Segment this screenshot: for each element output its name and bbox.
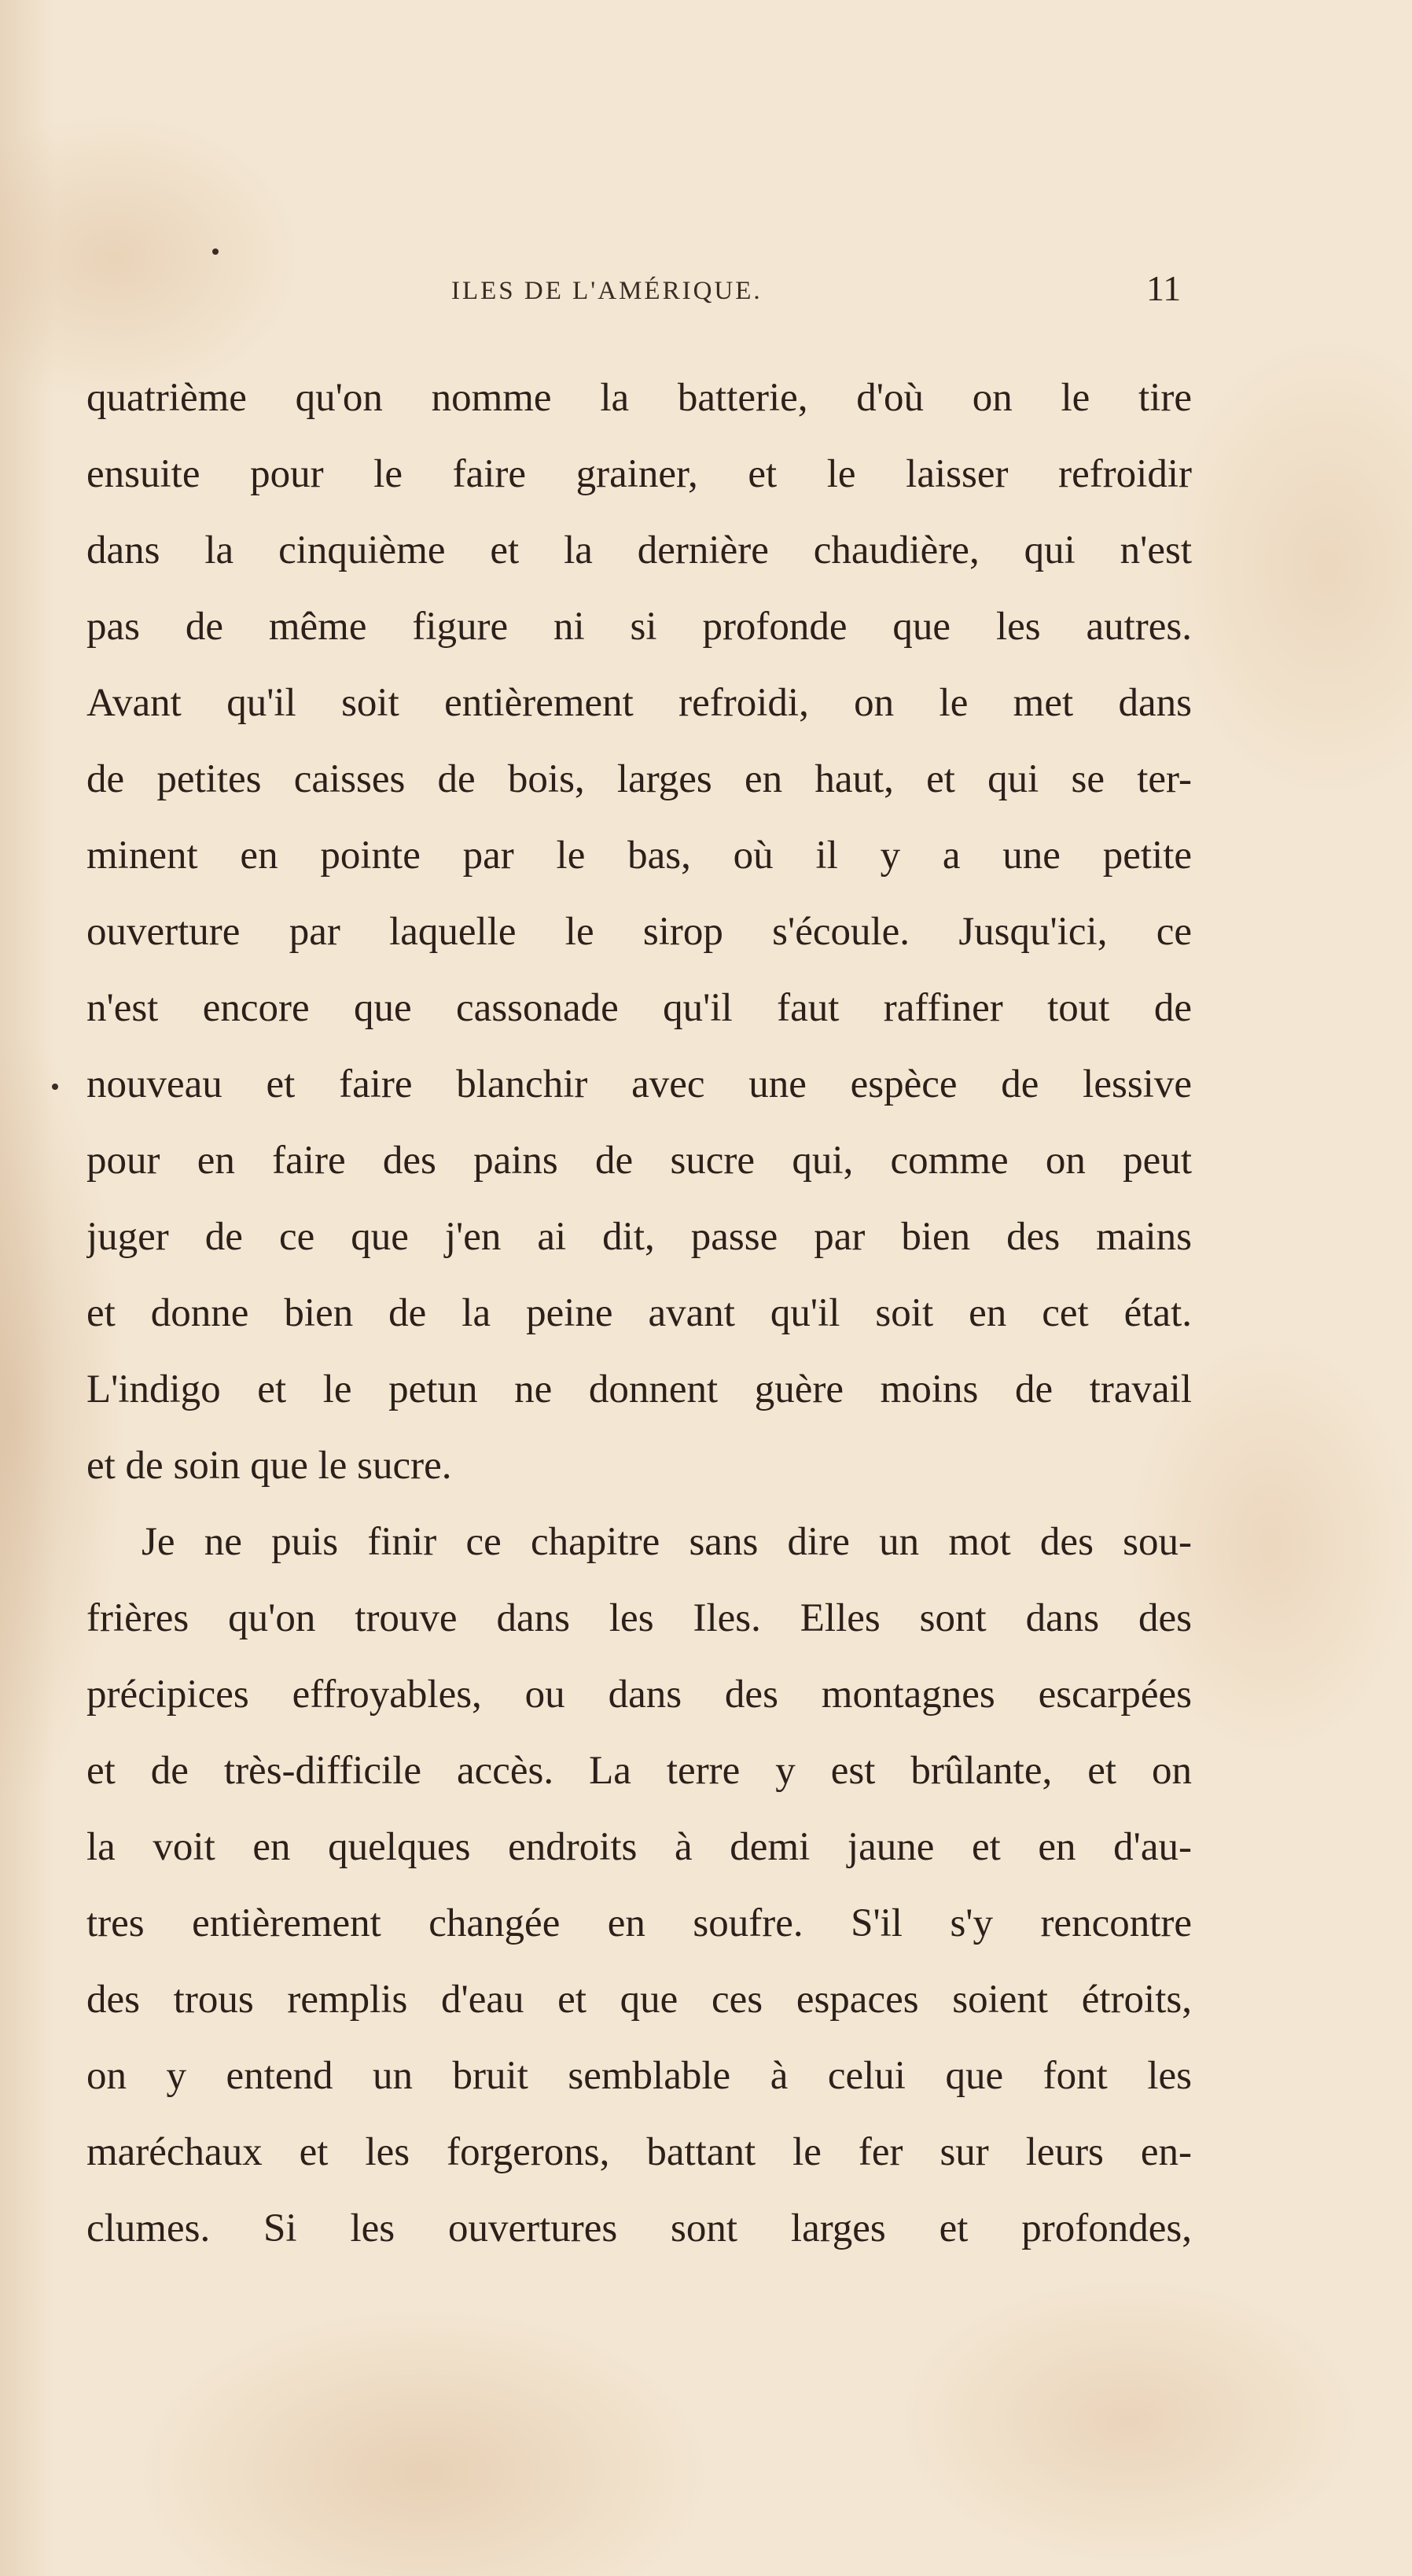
- ink-speck: [212, 248, 219, 255]
- text-line: nouveau et faire blanchir avec une espèce de lessive: [86, 1062, 1192, 1106]
- text-line: ouverture par laquelle le sirop s'écoule. Jusqu'ici, ce: [86, 910, 1192, 954]
- text-line: n'est encore que cassonade qu'il faut raffiner tout de: [86, 986, 1192, 1030]
- text-line: tres entièrement changée en soufre. S'il s'y rencontre: [86, 1901, 1192, 1945]
- text-line: ensuite pour le faire grainer, et le laisser refroidir: [86, 452, 1192, 496]
- text-line: précipices effroyables, ou dans des montagnes escarpées: [86, 1673, 1192, 1717]
- text-line: L'indigo et le petun ne donnent guère moins de travail: [86, 1367, 1192, 1411]
- text-line: frières qu'on trouve dans les Iles. Elles sont dans des: [86, 1596, 1192, 1640]
- text-line: des trous remplis d'eau et que ces espaces soient étroits,: [86, 1978, 1192, 2022]
- text-line: minent en pointe par le bas, où il y a une petite: [86, 834, 1192, 878]
- text-line: juger de ce que j'en ai dit, passe par bien des mains: [86, 1215, 1192, 1259]
- text-line: et donne bien de la peine avant qu'il soit en cet état.: [86, 1291, 1192, 1335]
- text-line: pas de même figure ni si profonde que les autres.: [86, 605, 1192, 649]
- text-line: de petites caisses de bois, larges en haut, et qui se ter-: [86, 757, 1192, 801]
- ink-speck: [52, 1084, 58, 1090]
- running-head: ILES DE L'AMÉRIQUE.: [451, 277, 763, 305]
- paragraph-end-line: et de soin que le sucre.: [86, 1444, 452, 1488]
- text-line: quatrième qu'on nomme la batterie, d'où on le tire: [86, 376, 1192, 420]
- text-line: la voit en quelques endroits à demi jaune et en d'au-: [86, 1825, 1192, 1869]
- page-number: 11: [1146, 268, 1182, 308]
- text-line: Avant qu'il soit entièrement refroidi, on le met dans: [86, 681, 1192, 725]
- text-line: maréchaux et les forgerons, battant le fer sur leurs en-: [86, 2130, 1192, 2174]
- text-line: et de très-difficile accès. La terre y est brûlante, et on: [86, 1749, 1192, 1793]
- body-text: [86, 360, 1192, 2267]
- text-line: clumes. Si les ouvertures sont larges et profondes,: [86, 2206, 1192, 2250]
- text-line: pour en faire des pains de sucre qui, comme on peut: [86, 1139, 1192, 1183]
- paragraph-start-line: Je ne puis finir ce chapitre sans dire un mot des sou-: [142, 1520, 1192, 1564]
- text-line: on y entend un bruit semblable à celui que font les: [86, 2054, 1192, 2098]
- text-line: dans la cinquième et la dernière chaudière, qui n'est: [86, 528, 1192, 572]
